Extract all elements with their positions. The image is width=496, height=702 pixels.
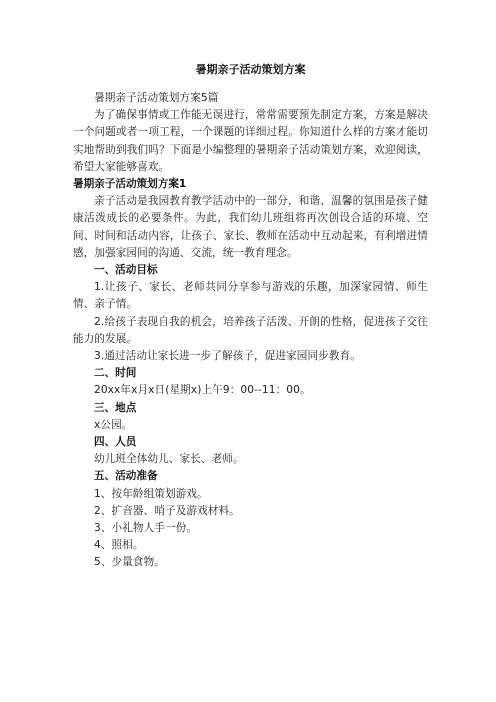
prep-item: 2、扩音器、哨子及游戏材料。 <box>94 504 240 517</box>
intro-paragraph: 为了确保事情或工作能无误进行，常常需要预先制定方案，方案是解决一个问题或者一项工程，一个课题的详细过程。你知道什么样的方案才能切实地帮助到我们吗？下面是小编整理的暑期亲子活动策划方案，欢迎阅读，希望大家能够喜欢。 <box>73 109 428 173</box>
document-title: 暑期亲子活动策划方案 <box>195 63 306 76</box>
goal-item-1: 1.让孩子、家长、老师共同分享参与游戏的乐趣，加深家园情、师生情、亲子情。 <box>73 281 428 311</box>
time-heading: 二、时间 <box>94 367 137 380</box>
prep-item: 1、按年龄组策划游戏。 <box>94 487 208 500</box>
people-text: 幼儿班全体幼儿、家长、老师。 <box>94 453 244 466</box>
subtitle-line: 暑期亲子活动策划方案5篇 <box>94 92 219 104</box>
time-text: 20xx年x月x日(星期x)上午9：00--11：00。 <box>94 384 311 397</box>
prep-heading: 五、活动准备 <box>94 470 158 483</box>
place-text: x公园。 <box>94 418 133 431</box>
place-heading: 三、地点 <box>94 401 137 414</box>
goal-item-3: 3.通过活动让家长进一步了解孩子，促进家园同步教育。 <box>94 350 361 363</box>
plan1-paragraph: 亲子活动是我园教育教学活动中的一部分，和谐、温馨的氛围是孩子健康活泼成长的必要条件。为此，我们幼儿班组将再次创设合适的环境、空间、时间和活动内容，让孩子、家长、教师在活动中互动起来，有利增进情感，加强家园间的沟通、交流，统一教育理念。 <box>73 195 428 259</box>
prep-item: 5、少量食物。 <box>94 556 166 569</box>
prep-item: 4、照相。 <box>94 539 144 552</box>
plan1-heading: 暑期亲子活动策划方案1 <box>73 178 187 191</box>
people-heading: 四、人员 <box>94 436 137 449</box>
prep-item: 3、小礼物人手一份。 <box>94 522 198 535</box>
document-page <box>73 62 428 572</box>
goal-item-2: 2.给孩子表现自我的机会，培养孩子活泼、开朗的性格，促进孩子交往能力的发展。 <box>73 315 428 345</box>
goal-heading: 一、活动目标 <box>94 264 158 277</box>
